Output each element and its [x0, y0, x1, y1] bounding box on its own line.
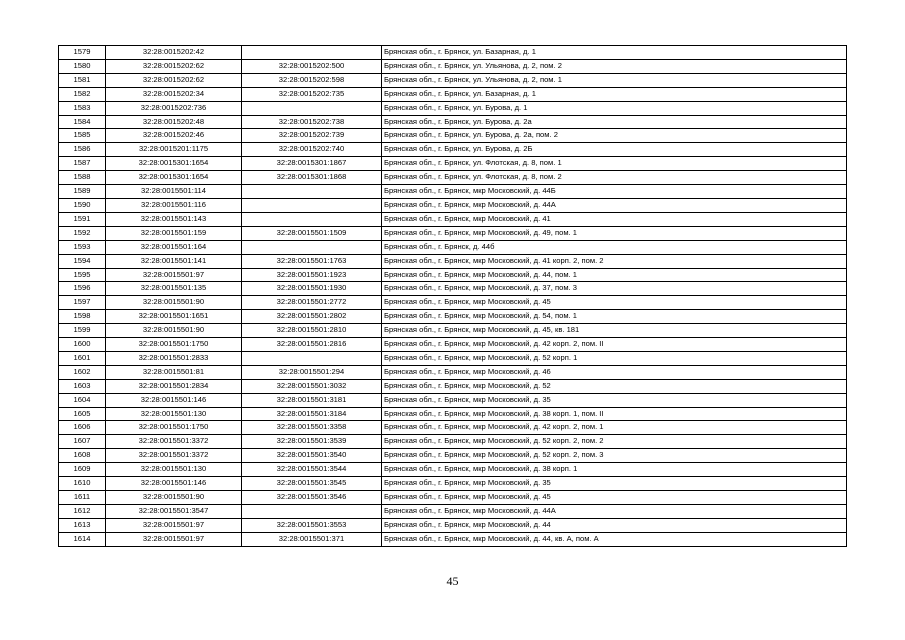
- row-number-cell: 1606: [59, 421, 106, 435]
- row-number-cell: 1589: [59, 185, 106, 199]
- address-cell: Брянская обл., г. Брянск, мкр Московский, д. 37, пом. 3: [382, 282, 847, 296]
- address-cell: Брянская обл., г. Брянск, ул. Бурова, д. 2Б: [382, 143, 847, 157]
- row-number-cell: 1584: [59, 115, 106, 129]
- address-cell: Брянская обл., г. Брянск, мкр Московский, д. 52 корп. 2, пом. 2: [382, 435, 847, 449]
- table-row: [59, 532, 847, 546]
- parcel-number-cell: 32:28:0015501:90: [106, 296, 242, 310]
- object-number-cell: 32:28:0015501:3032: [242, 379, 382, 393]
- parcel-number-cell: 32:28:0015501:130: [106, 407, 242, 421]
- parcel-number-cell: 32:28:0015202:48: [106, 115, 242, 129]
- table-row: [59, 212, 847, 226]
- address-cell: Брянская обл., г. Брянск, мкр Московский, д. 38 корп. 1: [382, 463, 847, 477]
- object-number-cell: 32:28:0015202:735: [242, 87, 382, 101]
- row-number-cell: 1592: [59, 226, 106, 240]
- address-cell: Брянская обл., г. Брянск, ул. Базарная, д. 1: [382, 87, 847, 101]
- address-cell: Брянская обл., г. Брянск, мкр Московский, д. 42 корп. 2, пом. 1: [382, 421, 847, 435]
- table-row: [59, 393, 847, 407]
- parcel-number-cell: 32:28:0015501:3372: [106, 435, 242, 449]
- object-number-cell: 32:28:0015202:740: [242, 143, 382, 157]
- table-row: [59, 171, 847, 185]
- parcel-number-cell: 32:28:0015501:114: [106, 185, 242, 199]
- table-row: [59, 268, 847, 282]
- row-number-cell: 1593: [59, 240, 106, 254]
- address-cell: Брянская обл., г. Брянск, ул. Флотская, д. 8, пом. 2: [382, 171, 847, 185]
- parcel-number-cell: 32:28:0015501:90: [106, 491, 242, 505]
- address-cell: Брянская обл., г. Брянск, мкр Московский, д. 35: [382, 393, 847, 407]
- row-number-cell: 1598: [59, 310, 106, 324]
- object-number-cell: 32:28:0015501:3181: [242, 393, 382, 407]
- parcel-number-cell: 32:28:0015202:736: [106, 101, 242, 115]
- parcel-number-cell: 32:28:0015501:116: [106, 198, 242, 212]
- table-row: [59, 129, 847, 143]
- address-cell: Брянская обл., г. Брянск, мкр Московский, д. 52 корп. 2, пом. 3: [382, 449, 847, 463]
- parcel-number-cell: 32:28:0015501:141: [106, 254, 242, 268]
- address-cell: Брянская обл., г. Брянск, ул. Ульянова, д. 2, пом. 2: [382, 59, 847, 73]
- parcel-number-cell: 32:28:0015501:3547: [106, 504, 242, 518]
- parcel-number-cell: 32:28:0015501:81: [106, 365, 242, 379]
- object-number-cell: 32:28:0015501:1509: [242, 226, 382, 240]
- table-row: [59, 198, 847, 212]
- table-row: [59, 491, 847, 505]
- table-row: [59, 87, 847, 101]
- row-number-cell: 1605: [59, 407, 106, 421]
- address-cell: Брянская обл., г. Брянск, мкр Московский, д. 41: [382, 212, 847, 226]
- row-number-cell: 1613: [59, 518, 106, 532]
- row-number-cell: 1611: [59, 491, 106, 505]
- address-cell: Брянская обл., г. Брянск, мкр Московский, д. 49, пом. 1: [382, 226, 847, 240]
- row-number-cell: 1587: [59, 157, 106, 171]
- address-cell: Брянская обл., г. Брянск, ул. Бурова, д. 2а: [382, 115, 847, 129]
- address-cell: Брянская обл., г. Брянск, ул. Бурова, д. 1: [382, 101, 847, 115]
- row-number-cell: 1580: [59, 59, 106, 73]
- address-cell: Брянская обл., г. Брянск, мкр Московский, д. 52 корп. 1: [382, 351, 847, 365]
- parcel-number-cell: 32:28:0015501:135: [106, 282, 242, 296]
- object-number-cell: 32:28:0015301:1868: [242, 171, 382, 185]
- object-number-cell: 32:28:0015501:2810: [242, 324, 382, 338]
- object-number-cell: 32:28:0015501:3553: [242, 518, 382, 532]
- row-number-cell: 1590: [59, 198, 106, 212]
- parcel-number-cell: 32:28:0015301:1654: [106, 171, 242, 185]
- object-number-cell: 32:28:0015501:3540: [242, 449, 382, 463]
- table-row: [59, 185, 847, 199]
- address-cell: Брянская обл., г. Брянск, мкр Московский, д. 46: [382, 365, 847, 379]
- address-cell: Брянская обл., г. Брянск, д. 44б: [382, 240, 847, 254]
- row-number-cell: 1600: [59, 338, 106, 352]
- object-number-cell: 32:28:0015202:598: [242, 73, 382, 87]
- row-number-cell: 1602: [59, 365, 106, 379]
- parcel-number-cell: 32:28:0015202:46: [106, 129, 242, 143]
- table-row: [59, 59, 847, 73]
- parcel-number-cell: 32:28:0015202:42: [106, 46, 242, 60]
- object-number-cell: [242, 240, 382, 254]
- row-number-cell: 1597: [59, 296, 106, 310]
- address-cell: Брянская обл., г. Брянск, мкр Московский, д. 44А: [382, 198, 847, 212]
- row-number-cell: 1608: [59, 449, 106, 463]
- address-cell: Брянская обл., г. Брянск, мкр Московский, д. 45: [382, 296, 847, 310]
- parcel-number-cell: 32:28:0015501:130: [106, 463, 242, 477]
- object-number-cell: 32:28:0015501:294: [242, 365, 382, 379]
- object-number-cell: [242, 504, 382, 518]
- parcel-number-cell: 32:28:0015201:1175: [106, 143, 242, 157]
- parcel-number-cell: 32:28:0015202:62: [106, 59, 242, 73]
- address-cell: Брянская обл., г. Брянск, мкр Московский, д. 45: [382, 491, 847, 505]
- address-cell: Брянская обл., г. Брянск, ул. Бурова, д. 2а, пом. 2: [382, 129, 847, 143]
- table-row: [59, 407, 847, 421]
- object-number-cell: [242, 198, 382, 212]
- row-number-cell: 1595: [59, 268, 106, 282]
- address-cell: Брянская обл., г. Брянск, мкр Московский, д. 45, кв. 181: [382, 324, 847, 338]
- parcel-number-cell: 32:28:0015501:1750: [106, 421, 242, 435]
- table-row: [59, 73, 847, 87]
- object-number-cell: 32:28:0015501:3546: [242, 491, 382, 505]
- object-number-cell: 32:28:0015202:739: [242, 129, 382, 143]
- address-cell: Брянская обл., г. Брянск, мкр Московский, д. 44, кв. А, пом. А: [382, 532, 847, 546]
- address-cell: Брянская обл., г. Брянск, ул. Базарная, д. 1: [382, 46, 847, 60]
- row-number-cell: 1594: [59, 254, 106, 268]
- table-row: [59, 379, 847, 393]
- address-cell: Брянская обл., г. Брянск, мкр Московский, д. 44: [382, 518, 847, 532]
- object-number-cell: 32:28:0015501:3544: [242, 463, 382, 477]
- row-number-cell: 1601: [59, 351, 106, 365]
- parcel-number-cell: 32:28:0015202:34: [106, 87, 242, 101]
- address-cell: Брянская обл., г. Брянск, мкр Московский, д. 44, пом. 1: [382, 268, 847, 282]
- table-row: [59, 518, 847, 532]
- object-number-cell: 32:28:0015501:1763: [242, 254, 382, 268]
- parcel-number-cell: 32:28:0015301:1654: [106, 157, 242, 171]
- parcel-number-cell: 32:28:0015501:90: [106, 324, 242, 338]
- table-row: [59, 435, 847, 449]
- row-number-cell: 1583: [59, 101, 106, 115]
- object-number-cell: 32:28:0015501:3545: [242, 477, 382, 491]
- object-number-cell: 32:28:0015202:500: [242, 59, 382, 73]
- cadastral-table: [58, 45, 847, 547]
- table-row: [59, 282, 847, 296]
- page-number: 45: [446, 574, 459, 588]
- table-row: [59, 421, 847, 435]
- object-number-cell: [242, 212, 382, 226]
- object-number-cell: 32:28:0015501:3358: [242, 421, 382, 435]
- parcel-number-cell: 32:28:0015501:164: [106, 240, 242, 254]
- object-number-cell: [242, 351, 382, 365]
- row-number-cell: 1585: [59, 129, 106, 143]
- row-number-cell: 1603: [59, 379, 106, 393]
- table-row: [59, 226, 847, 240]
- object-number-cell: 32:28:0015301:1867: [242, 157, 382, 171]
- parcel-number-cell: 32:28:0015501:143: [106, 212, 242, 226]
- parcel-number-cell: 32:28:0015501:1651: [106, 310, 242, 324]
- row-number-cell: 1591: [59, 212, 106, 226]
- object-number-cell: 32:28:0015501:371: [242, 532, 382, 546]
- table-row: [59, 324, 847, 338]
- address-cell: Брянская обл., г. Брянск, ул. Флотская, д. 8, пом. 1: [382, 157, 847, 171]
- address-cell: Брянская обл., г. Брянск, мкр Московский, д. 44А: [382, 504, 847, 518]
- address-cell: Брянская обл., г. Брянск, мкр Московский, д. 52: [382, 379, 847, 393]
- table-row: [59, 365, 847, 379]
- row-number-cell: 1607: [59, 435, 106, 449]
- row-number-cell: 1588: [59, 171, 106, 185]
- table-row: [59, 504, 847, 518]
- table-row: [59, 338, 847, 352]
- table-row: [59, 157, 847, 171]
- parcel-number-cell: 32:28:0015202:62: [106, 73, 242, 87]
- table-row: [59, 296, 847, 310]
- row-number-cell: 1612: [59, 504, 106, 518]
- table-row: [59, 101, 847, 115]
- table-row: [59, 143, 847, 157]
- table-row: [59, 463, 847, 477]
- row-number-cell: 1579: [59, 46, 106, 60]
- parcel-number-cell: 32:28:0015501:97: [106, 268, 242, 282]
- address-cell: Брянская обл., г. Брянск, мкр Московский, д. 42 корп. 2, пом. II: [382, 338, 847, 352]
- object-number-cell: 32:28:0015501:1923: [242, 268, 382, 282]
- parcel-number-cell: 32:28:0015501:146: [106, 477, 242, 491]
- object-number-cell: 32:28:0015202:738: [242, 115, 382, 129]
- parcel-number-cell: 32:28:0015501:97: [106, 532, 242, 546]
- table-row: [59, 351, 847, 365]
- table-row: [59, 477, 847, 491]
- address-cell: Брянская обл., г. Брянск, ул. Ульянова, д. 2, пом. 1: [382, 73, 847, 87]
- object-number-cell: [242, 46, 382, 60]
- address-cell: Брянская обл., г. Брянск, мкр Московский, д. 54, пом. 1: [382, 310, 847, 324]
- object-number-cell: 32:28:0015501:2772: [242, 296, 382, 310]
- row-number-cell: 1582: [59, 87, 106, 101]
- object-number-cell: 32:28:0015501:2816: [242, 338, 382, 352]
- row-number-cell: 1614: [59, 532, 106, 546]
- table-row: [59, 254, 847, 268]
- parcel-number-cell: 32:28:0015501:3372: [106, 449, 242, 463]
- table-row: [59, 310, 847, 324]
- parcel-number-cell: 32:28:0015501:2834: [106, 379, 242, 393]
- address-cell: Брянская обл., г. Брянск, мкр Московский, д. 35: [382, 477, 847, 491]
- object-number-cell: 32:28:0015501:3539: [242, 435, 382, 449]
- table-row: [59, 46, 847, 60]
- table-row: [59, 449, 847, 463]
- address-cell: Брянская обл., г. Брянск, мкр Московский, д. 44Б: [382, 185, 847, 199]
- parcel-number-cell: 32:28:0015501:1750: [106, 338, 242, 352]
- object-number-cell: 32:28:0015501:1930: [242, 282, 382, 296]
- parcel-number-cell: 32:28:0015501:2833: [106, 351, 242, 365]
- object-number-cell: [242, 185, 382, 199]
- table-row: [59, 240, 847, 254]
- parcel-number-cell: 32:28:0015501:97: [106, 518, 242, 532]
- object-number-cell: [242, 101, 382, 115]
- row-number-cell: 1599: [59, 324, 106, 338]
- row-number-cell: 1581: [59, 73, 106, 87]
- row-number-cell: 1609: [59, 463, 106, 477]
- parcel-number-cell: 32:28:0015501:146: [106, 393, 242, 407]
- table-row: [59, 115, 847, 129]
- row-number-cell: 1586: [59, 143, 106, 157]
- address-cell: Брянская обл., г. Брянск, мкр Московский, д. 41 корп. 2, пом. 2: [382, 254, 847, 268]
- row-number-cell: 1604: [59, 393, 106, 407]
- object-number-cell: 32:28:0015501:2802: [242, 310, 382, 324]
- object-number-cell: 32:28:0015501:3184: [242, 407, 382, 421]
- parcel-number-cell: 32:28:0015501:159: [106, 226, 242, 240]
- table-body: [59, 46, 847, 547]
- row-number-cell: 1610: [59, 477, 106, 491]
- address-cell: Брянская обл., г. Брянск, мкр Московский, д. 38 корп. 1, пом. II: [382, 407, 847, 421]
- row-number-cell: 1596: [59, 282, 106, 296]
